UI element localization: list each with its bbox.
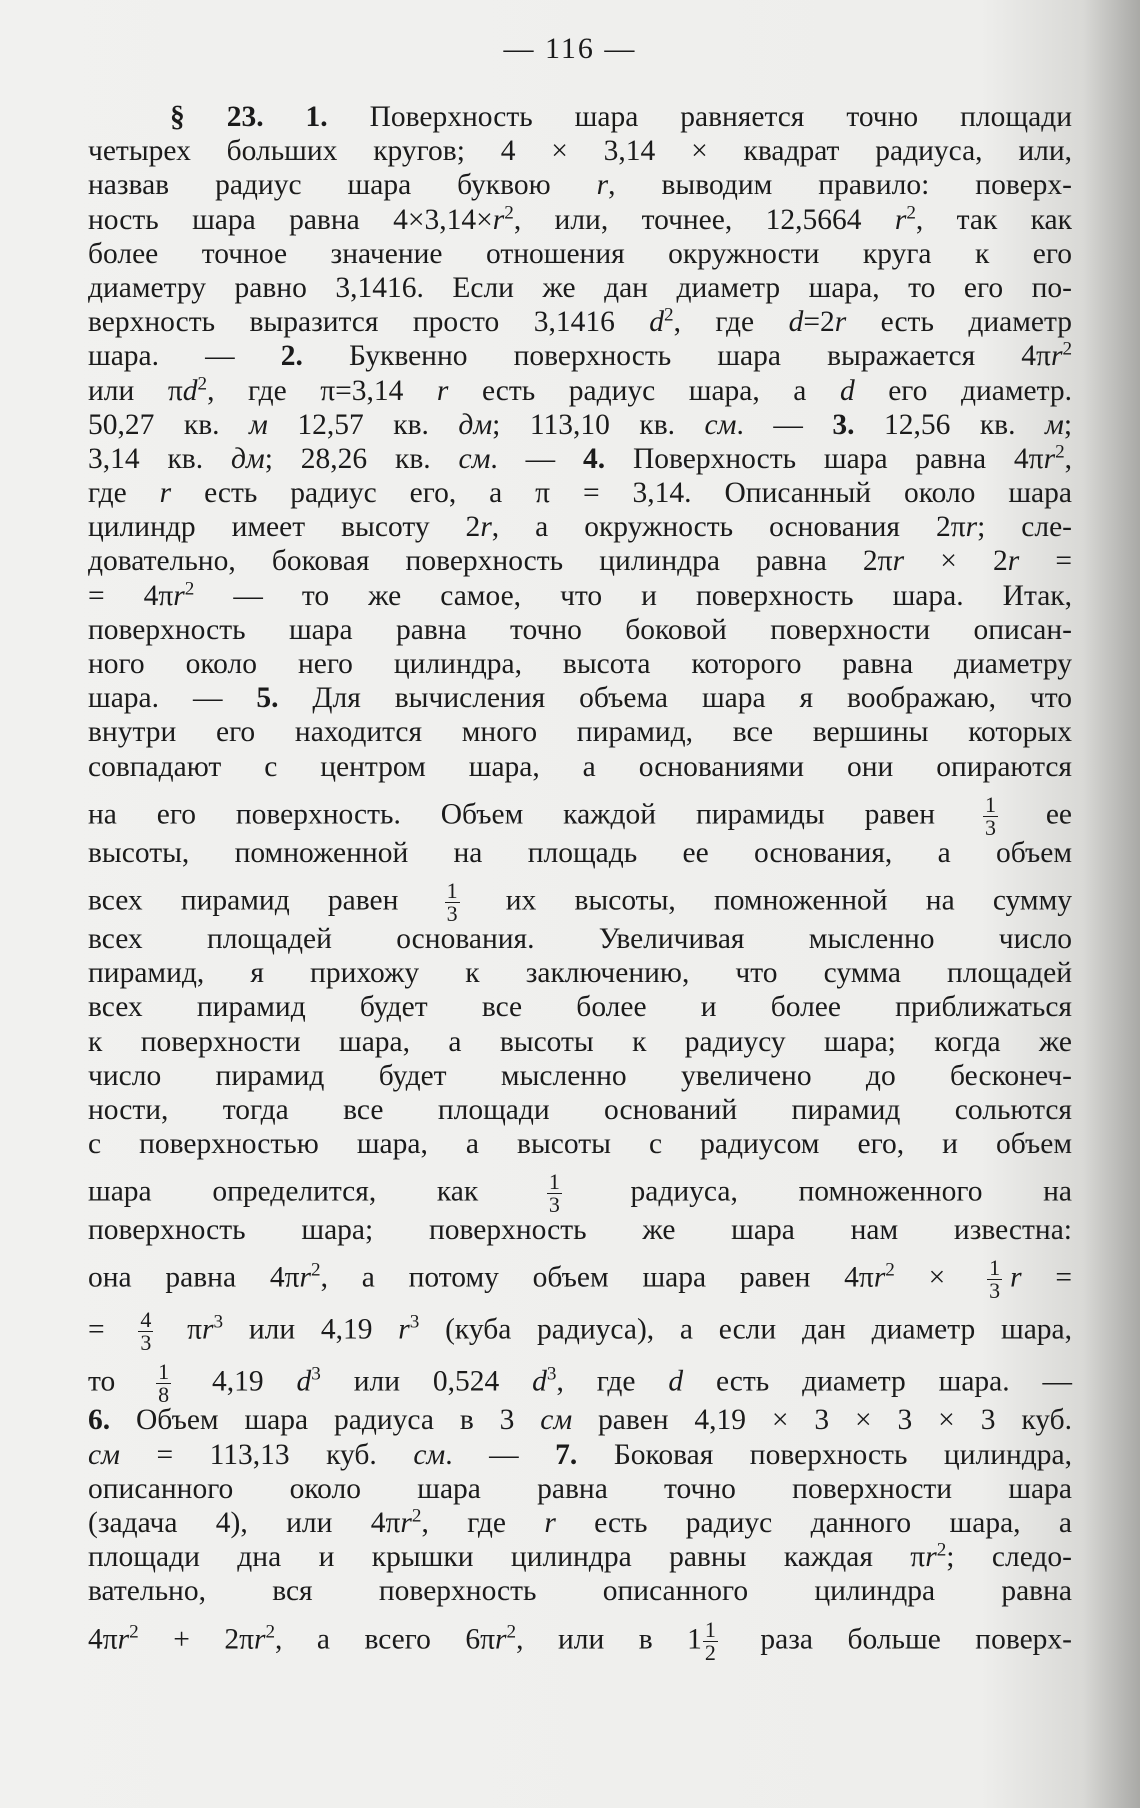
fraction: $\frac{1}{3}$ <box>446 877 458 926</box>
text-line: то $\frac{1}{8}$ 4,19 $d^3$ или 0,524 $d^3$, где d есть диаметр шара. — <box>88 1359 1073 1408</box>
text-line: четырех больших кругов; 4 × 3,14 × квадрат радиуса, или, <box>88 135 1072 168</box>
text-line: $4\pi r^2 + 2\pi r^2$, а всего $6\pi r^2$, или в 1 $\frac{1}{2}$ раза больше поверх- <box>88 1616 1072 1665</box>
fraction: $\frac{1}{3}$ <box>989 1255 1001 1304</box>
text-line: диаметру равно 3,1416. Если же дан диаметр шара, то его по- <box>88 271 1072 304</box>
fraction: $\frac{1}{8}$ <box>158 1359 170 1408</box>
text-line: § 23. 1. Поверхность шара равняется точно площади <box>170 101 1072 133</box>
text-line: 50,27 кв. м 12,57 кв. дм; 113,10 кв. см. — 3. 12,56 кв. м; <box>88 408 1073 441</box>
text-line: она равна $4\pi r^2$, а потому объем шара равен $4\pi r^2$ × $\frac{1}{3}$ r = <box>88 1255 1072 1304</box>
text-line: (задача 4), или $4\pi r^2$, где r есть радиус данного шара, а <box>88 1505 1073 1539</box>
text-line: совпадают с центром шара, а основаниями они опираются <box>88 750 1072 783</box>
text-line: верхность выразится просто 3,1416 $d^2$, где d=2r есть диаметр <box>88 304 1072 339</box>
text-line: шара. — 2. Буквенно поверхность шара выражается $4\pi r^2$ <box>88 338 1073 373</box>
text-line: высоты, помноженной на площадь ее основания, а объем <box>88 836 1072 869</box>
text-line: ного около него цилиндра, высота которого равна диаметру <box>88 648 1072 680</box>
text-line: 6. Объем шара радиуса в 3 см равен 4,19 × 3 × 3 × 3 куб. <box>88 1404 1072 1437</box>
text-line: на его поверхность. Объем каждой пирамиды равен $\frac{1}{3}$ ее <box>88 791 1073 840</box>
text-line: поверхность шара равна точно боковой поверхности описан- <box>88 613 1072 646</box>
fraction: $\frac{1}{3}$ <box>984 791 996 840</box>
text-line: см = 113,13 куб. см. — 7. Боковая поверхность цилиндра, <box>88 1438 1073 1471</box>
fraction: $\frac{1}{3}$ <box>548 1169 560 1218</box>
text-line: всех пирамид будет все более и более приближаться <box>88 991 1072 1024</box>
text-line: всех пирамид равен $\frac{1}{3}$ их высоты, помноженной на сумму <box>88 877 1072 926</box>
text-line: вательно, вся поверхность описанного цилиндра равна <box>88 1575 1072 1608</box>
text-line: всех площадей основания. Увеличивая мысленно число <box>88 922 1072 955</box>
text-line: ности, тогда все площади оснований пирамид сольются <box>88 1093 1072 1126</box>
text-line: 3,14 кв. дм; 28,26 кв. см. — 4. Поверхность шара равна $4\pi r^2$, <box>88 441 1073 475</box>
text-line: = $4\pi r^2$ — то же самое, что и поверхность шара. Итак, <box>88 578 1072 612</box>
text-line: шара определится, как $\frac{1}{3}$ радиуса, помноженного на <box>88 1169 1072 1218</box>
body-text <box>88 100 1073 1665</box>
text-line: число пирамид будет мысленно увеличено до бесконеч- <box>88 1059 1072 1092</box>
text-line: площади дна и крышки цилиндра равны каждая $\pi r^2$; следо- <box>88 1539 1072 1574</box>
text-line: шара. — 5. Для вычисления объема шара я воображаю, что <box>88 682 1072 715</box>
text-line: к поверхности шара, а высоты к радиусу шара; когда же <box>88 1025 1072 1058</box>
text-line: более точное значение отношения окружности круга к его <box>88 237 1072 270</box>
text-line: внутри его находится много пирамид, все вершины которых <box>88 716 1072 749</box>
text-line: назвав радиус шара буквою r, выводим правило: поверх- <box>88 169 1072 202</box>
fraction: $\frac{4}{3}$ <box>140 1307 152 1356</box>
text-line: довательно, боковая поверхность цилиндра равна 2πr × 2r = <box>88 545 1072 578</box>
text-line: пирамид, я прихожу к заключению, что сумма площадей <box>88 957 1072 990</box>
text-line: ность шара равна $4\times 3,14\times r^2$, или, точнее, 12,5664 $r^2$, так как <box>88 202 1072 236</box>
text-line: описанного около шара равна точно поверхности шара <box>88 1472 1072 1505</box>
text-line: где r есть радиус его, а π = 3,14. Описанный около шара <box>88 477 1072 510</box>
text-line: поверхность шара; поверхность же шара нам известна: <box>88 1214 1072 1247</box>
text-line: с поверхностью шара, а высоты с радиусом его, и объем <box>88 1128 1072 1161</box>
page-number: — 116 — <box>503 32 637 65</box>
text-line: = $\frac{4}{3}$ $\pi r^3$ или 4,19 $r^3$ (куба радиуса), а если дан диаметр шара, <box>88 1307 1073 1356</box>
text-line: цилиндр имеет высоту 2r, а окружность основания 2πr; сле- <box>88 511 1072 544</box>
fraction: $\frac{1}{2}$ <box>704 1616 716 1665</box>
text-line: или $\pi d^2$, где π=3,14 r есть радиус шара, а d его диаметр. <box>88 372 1072 407</box>
